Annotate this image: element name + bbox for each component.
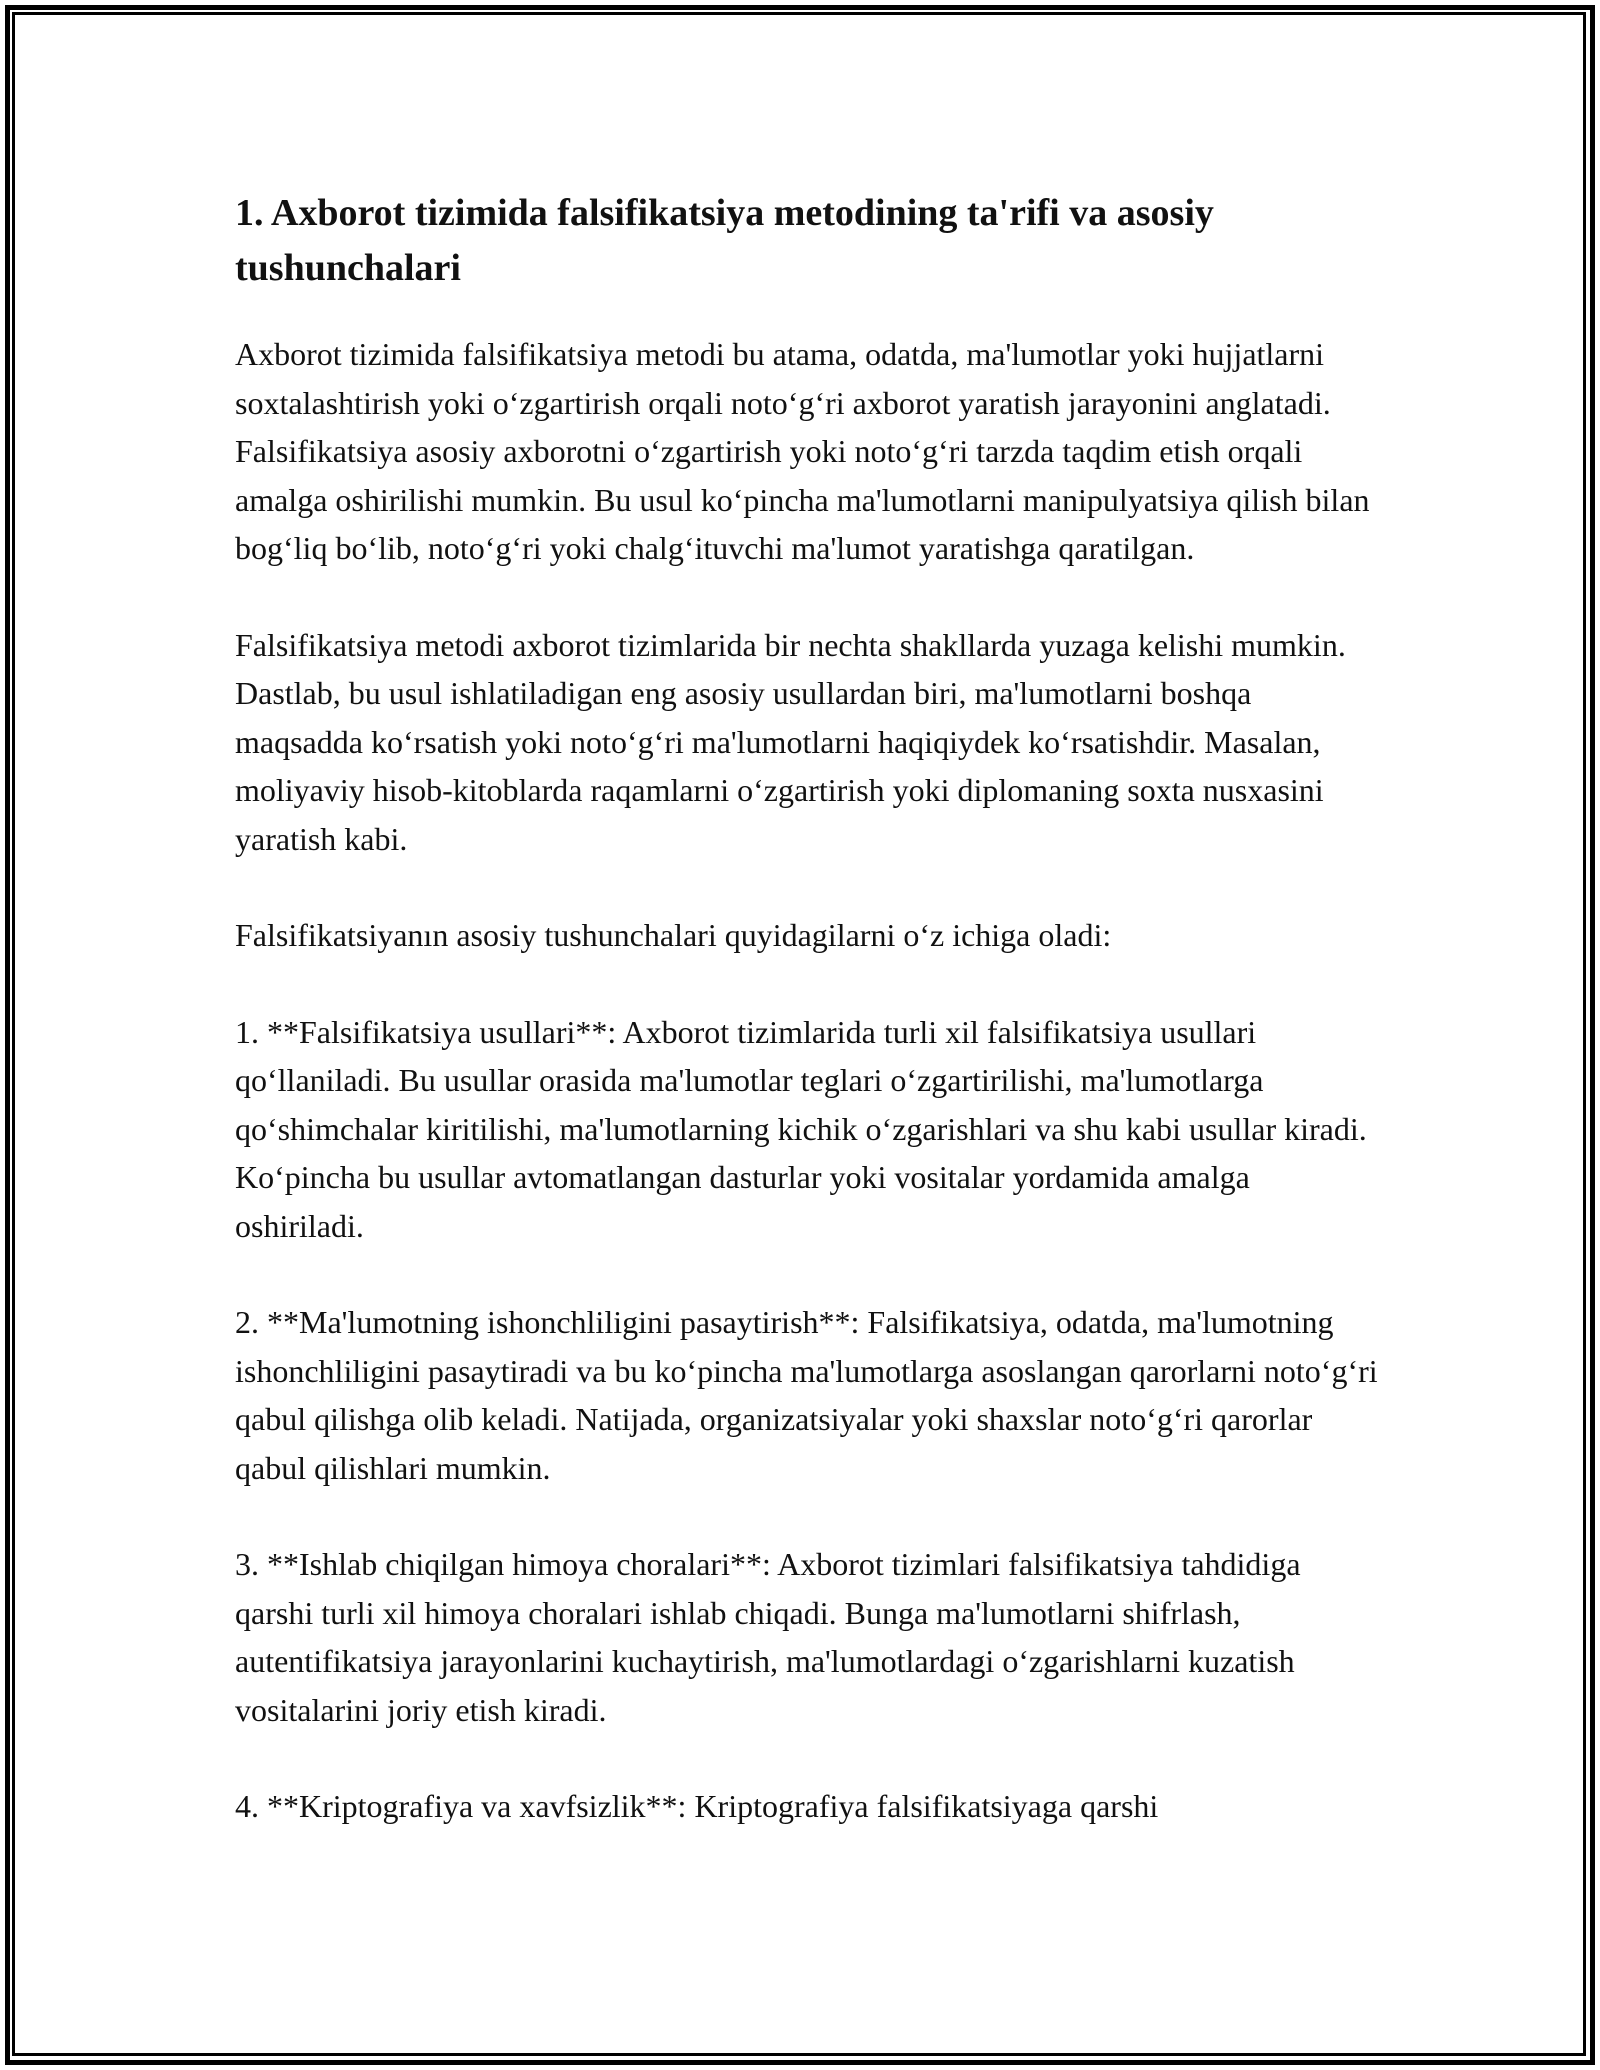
paragraph-concepts-intro: Falsifikatsiyanın asosiy tushunchalari quyidagilarni o‘z ichiga oladi: [235,917,1112,953]
document-title: 1. Axborot tizimida falsifikatsiya metodining ta'rifi va asosiy tushunchalari [235,192,1214,289]
list-item-protection: 3. **Ishlab chiqilgan himoya choralari**: Axborot tizimlari falsifikatsiya tahdidiga qarshi turli xil himoya choralari ishlab chiqadi. Bunga ma'lumotlarni shifrlash, autentifikatsiya jarayonlarini kuchaytirish, ma'lumotlardagi o‘zgarishlarni kuzatish vositalarini joriy etish kiradi. [235,1546,1301,1728]
paragraph-forms: Falsifikatsiya metodi axborot tizimlarida bir nechta shakllarda yuzaga kelishi mumkin. Dastlab, bu usul ishlatiladigan eng asosiy usullardan biri, ma'lumotlarni boshqa maqsadda ko‘rsatish yoki noto‘g‘ri ma'lumotlarni haqiqiydek ko‘rsatishdir. Masalan, moliyaviy hisob-kitoblarda raqamlarni o‘zgartirish yoki diplomaning soxta nusxasini yaratish kabi. [235,626,1346,857]
list-item-cryptography: 4. **Kriptografiya va xavfsizlik**: Kriptografiya falsifikatsiyaga qarshi [235,1788,1159,1824]
list-item-methods: 1. **Falsifikatsiya usullari**: Axborot tizimlarida turli xil falsifikatsiya usullari qo‘llaniladi. Bu usullar orasida ma'lumotlar teglari o‘zgartirilishi, ma'lumotlarga qo‘shimchalar kiritilishi, ma'lumotlarning kichik o‘zgarishlari va shu kabi usullar kiradi. Ko‘pincha bu usullar avtomatlangan dasturlar yoki vositalar yordamida amalga oshiriladi. [235,1013,1367,1244]
paragraph-definition: Axborot tizimida falsifikatsiya metodi bu atama, odatda, ma'lumotlar yoki hujjatlarni soxtalashtirish yoki o‘zgartirish orqali noto‘g‘ri axborot yaratish jarayonini anglatadi. Falsifikatsiya asosiy axborotni o‘zgartirish yoki noto‘g‘ri tarzda taqdim etish orqali amalga oshirilishi mumkin. Bu usul ko‘pincha ma'lumotlarni manipulyatsiya qilish bilan bog‘liq bo‘lib, noto‘g‘ri yoki chalg‘ituvchi ma'lumot yaratishga qaratilgan. [235,336,1370,566]
document-body [235,186,1385,1879]
list-item-reliability: 2. **Ma'lumotning ishonchliligini pasaytirish**: Falsifikatsiya, odatda, ma'lumotning ishonchliligini pasaytiradi va bu ko‘pincha ma'lumotlarga asoslangan qarorlarni noto‘g‘ri qabul qilishga olib keladi. Natijada, organizatsiyalar yoki shaxslar noto‘g‘ri qarorlar qabul qilishlari mumkin. [235,1304,1378,1486]
